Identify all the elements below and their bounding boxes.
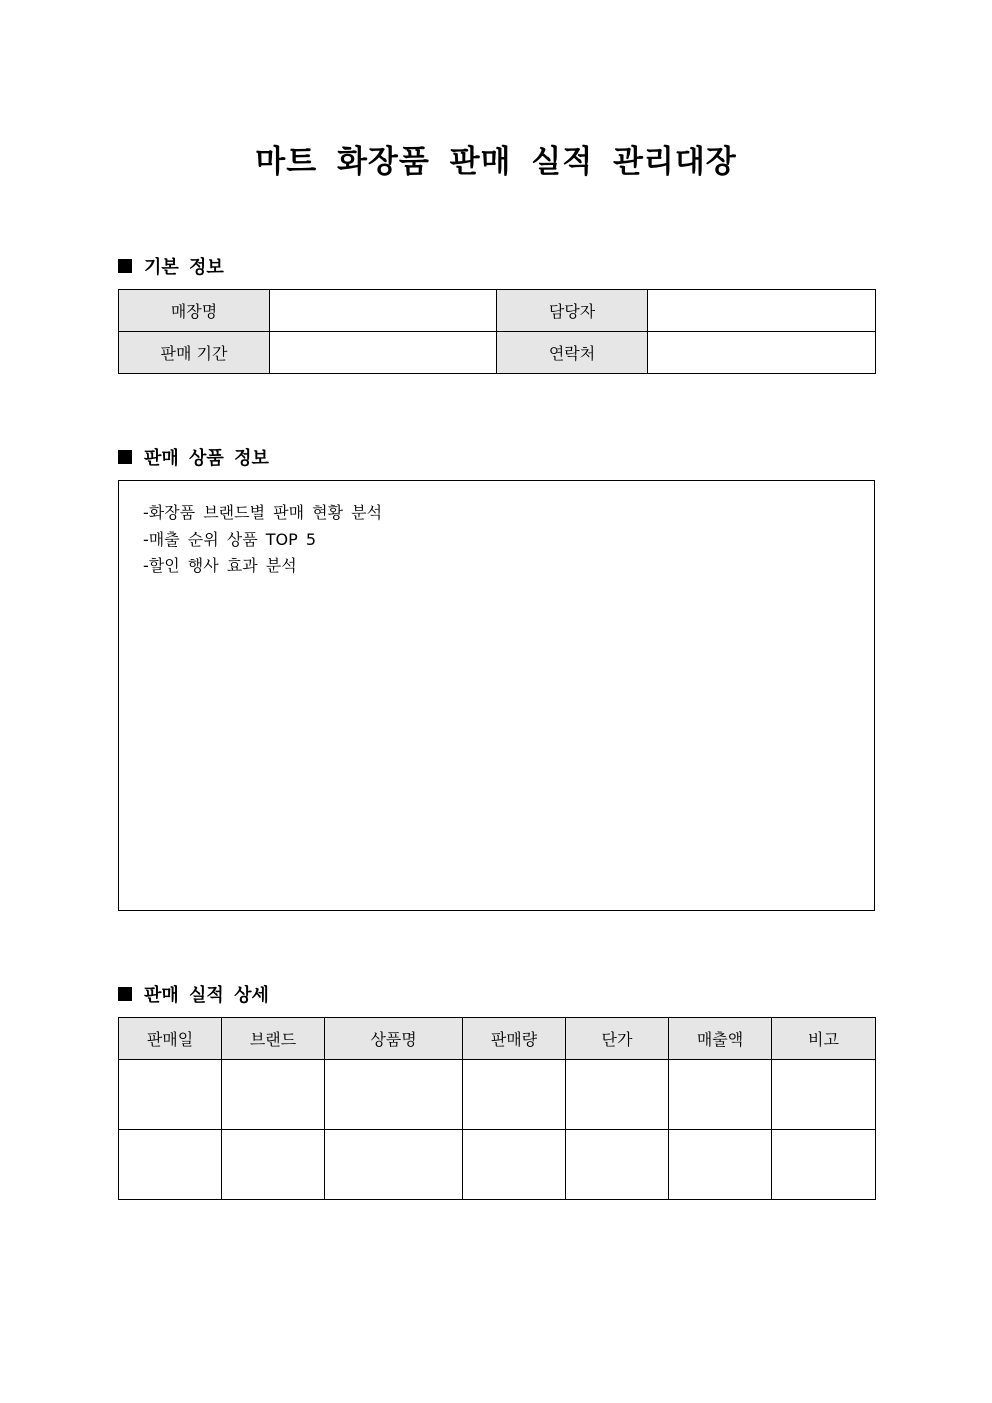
manager-field[interactable] (648, 290, 876, 332)
square-bullet-icon (118, 987, 132, 1001)
section-heading-label: 판매 상품 정보 (144, 448, 269, 469)
table-cell[interactable] (463, 1060, 566, 1130)
column-header-revenue: 매출액 (669, 1018, 772, 1060)
table-cell[interactable] (119, 1060, 222, 1130)
column-header-brand: 브랜드 (222, 1018, 325, 1060)
table-row (119, 290, 876, 332)
square-bullet-icon (118, 259, 132, 273)
section-heading-basic-info (118, 253, 224, 279)
section-heading-sales-detail (118, 981, 269, 1007)
list-item: -화장품 브랜드별 판매 현황 분석 (143, 503, 383, 522)
contact-label: 연락처 (497, 332, 648, 374)
table-cell[interactable] (463, 1130, 566, 1200)
table-cell[interactable] (772, 1060, 876, 1130)
document-title: 마트 화장품 판매 실적 관리대장 (255, 144, 737, 180)
table-row (119, 1060, 876, 1130)
list-item: -할인 행사 효과 분석 (143, 556, 297, 575)
table-cell[interactable] (119, 1130, 222, 1200)
table-cell[interactable] (772, 1130, 876, 1200)
sales-period-field[interactable] (270, 332, 497, 374)
column-header-unit-price: 단가 (566, 1018, 669, 1060)
list-item: -매출 순위 상품 TOP 5 (143, 529, 317, 549)
basic-info-table (118, 289, 876, 374)
section-heading-product-info (118, 444, 269, 470)
contact-field[interactable] (648, 332, 876, 374)
table-row (119, 332, 876, 374)
table-row (119, 1130, 876, 1200)
table-cell[interactable] (222, 1130, 325, 1200)
square-bullet-icon (118, 450, 132, 464)
column-header-quantity: 판매량 (463, 1018, 566, 1060)
sales-period-label: 판매 기간 (119, 332, 270, 374)
table-cell[interactable] (222, 1060, 325, 1130)
sales-detail-table (118, 1017, 876, 1200)
table-cell[interactable] (325, 1130, 463, 1200)
table-cell[interactable] (669, 1130, 772, 1200)
table-cell[interactable] (566, 1060, 669, 1130)
store-name-field[interactable] (270, 290, 497, 332)
column-header-remarks: 비고 (772, 1018, 876, 1060)
manager-label: 담당자 (497, 290, 648, 332)
table-cell[interactable] (325, 1060, 463, 1130)
table-header-row (119, 1018, 876, 1060)
section-heading-label: 기본 정보 (144, 257, 224, 278)
section-heading-label: 판매 실적 상세 (144, 985, 269, 1006)
store-name-label: 매장명 (119, 290, 270, 332)
product-info-box[interactable] (118, 480, 875, 911)
product-info-list (119, 481, 874, 580)
table-cell[interactable] (566, 1130, 669, 1200)
table-cell[interactable] (669, 1060, 772, 1130)
column-header-product-name: 상품명 (325, 1018, 463, 1060)
column-header-sale-date: 판매일 (119, 1018, 222, 1060)
